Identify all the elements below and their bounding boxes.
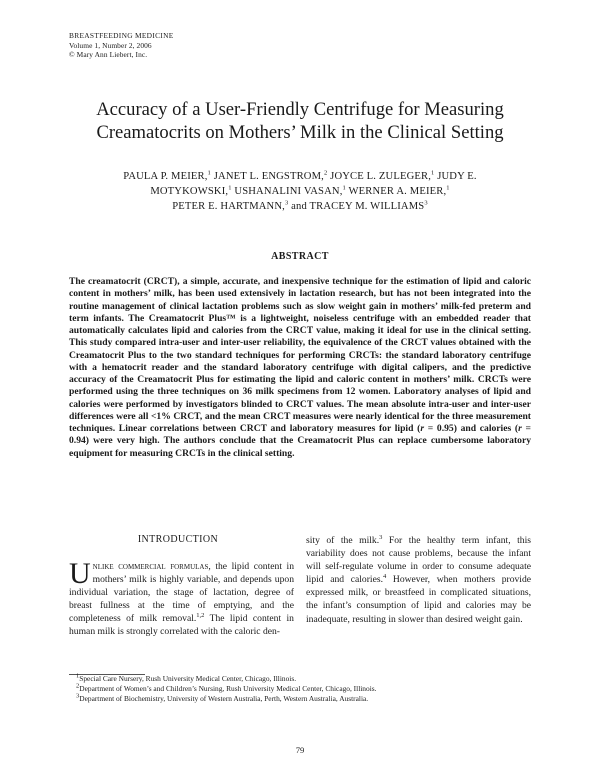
- footnotes: [76, 674, 536, 705]
- title-line-2: Creamatocrits on Mothers’ Milk in the Clinical Setting: [96, 122, 504, 143]
- footnote-marker: 1: [76, 672, 80, 680]
- title-line-1: Accuracy of a User-Friendly Centrifuge for Measuring: [96, 99, 504, 120]
- author: MOTYKOWSKI,: [150, 186, 229, 198]
- affiliation-marker: 2: [323, 169, 328, 177]
- journal-name: BREASTFEEDING MEDICINE: [69, 31, 174, 40]
- abstract-text: [69, 276, 531, 460]
- body-text: sity of the milk.: [306, 535, 380, 546]
- author: JANET L. ENGSTROM,: [210, 171, 324, 182]
- journal-copyright: © Mary Ann Liebert, Inc.: [69, 50, 148, 60]
- author: and TRACEY M. WILLIAMS: [288, 201, 425, 213]
- affiliation-marker: 3: [424, 199, 428, 207]
- footnote: [76, 674, 536, 684]
- footnote-marker: 3: [76, 692, 80, 700]
- body-text: For the healthy term infant, this variability does not cause problems, because the infant will self-regulate volume in order to consume adequate lipid and calories.: [306, 535, 531, 586]
- footnote-text: Department of Biochemistry, University of Western Australia, Perth, Western Australia, Australia.: [79, 694, 369, 704]
- author: WERNER A. MEIER,: [345, 186, 447, 198]
- author: USHANALINI VASAN,: [231, 186, 343, 198]
- author: PAULA P. MEIER,: [123, 171, 208, 182]
- footnote-text: Department of Women’s and Children’s Nursing, Rush University Medical Center, Chicago, Illinois.: [79, 684, 377, 694]
- citation-marker: 3: [379, 533, 383, 541]
- abstract-body: = 0.94) were very high. The authors conclude that the Creamatocrit Plus can replace cumbersome laboratory equipment for measuring CRCTs in the clinical setting.: [69, 423, 531, 459]
- footnote: [76, 694, 536, 704]
- citation-marker: 1,2: [196, 612, 205, 620]
- introduction-column-1: [69, 557, 294, 639]
- r-symbol: r: [420, 423, 425, 434]
- body-text: The lipid content in human milk is strongly correlated with the caloric den-: [69, 613, 294, 638]
- article-title: [40, 98, 560, 144]
- journal-volume: Volume 1, Number 2, 2006: [69, 40, 152, 50]
- author-list: [70, 169, 530, 215]
- affiliation-marker: 1: [431, 169, 435, 177]
- introduction-column-2: [306, 534, 531, 626]
- affiliation-marker: 1: [446, 184, 450, 192]
- affiliation-marker: 3: [284, 199, 289, 207]
- affiliation-marker: 1: [342, 184, 346, 192]
- footnote: [76, 684, 536, 694]
- footnote-text: Special Care Nursery, Rush University Medical Center, Chicago, Illinois.: [79, 674, 297, 683]
- footnote-marker: 2: [76, 682, 80, 690]
- journal-header: [69, 31, 174, 60]
- abstract-heading: ABSTRACT: [271, 251, 329, 262]
- affiliation-marker: 1: [207, 169, 211, 177]
- abstract-body: The creamatocrit (CRCT), a simple, accurate, and inexpensive technique for the estimation of lipid and caloric content in mothers’ milk, has been used extensively in lactation research, but has not been integrated into the routine management of clinical lactation problems such as slow weight gain in mothers’ milk-fed preterm and term infants. The Creamatocrit Plus™ is a lightweight, noiseless centrifuge with an embedded reader that automatically calculates lipid and calories from the CRCT value, making it ideal for use in the clinical setting. This study compared intra-user and inter-user reliability, the equivalence of the CRCT values obtained with the Creamatocrit Plus to the two standard techniques for performing CRCTs: the standard laboratory centrifuge with a hematocrit reader and the standard laboratory centrifuge with digital calipers, and the predictive accuracy of the Creamatocrit Plus for estimating the lipid and caloric content in mothers’ milk. CRCTs were performed using the three techniques on 36 milk specimens from 12 women. Laboratory analyses of lipid and calories were performed by investigators blinded to CRCT values. The mean absolute intra-user and inter-user differences were all <1% CRCT, and the mean CRCT measures were nearly identical for the three measurement techniques. Linear correlations between CRCT and laboratory measures for lipid (: [69, 276, 531, 434]
- page-number: 79: [295, 745, 305, 755]
- lead-in-smallcaps: nlike commercial formulas: [92, 561, 209, 572]
- introduction-heading: INTRODUCTION: [137, 534, 219, 545]
- author: JOYCE L. ZULEGER,: [327, 171, 432, 182]
- drop-cap: U: [69, 557, 91, 590]
- author: PETER E. HARTMANN,: [172, 201, 285, 213]
- citation-marker: 4: [382, 573, 387, 581]
- affiliation-marker: 1: [228, 184, 232, 192]
- author: JUDY E.: [434, 171, 477, 182]
- body-text: , the lipid content in mothers’ milk is highly variable, and depends upon individual variation, the stage of lactation, degree of breast fullness at the time of emptying, and the completeness of milk removal.: [69, 561, 294, 625]
- body-text: However, when mothers provide expressed milk, or breastfeed in complicated situations, the infant’s consumption of lipid and calories may be inadequate, resulting in slower than desired weight gain.: [306, 574, 532, 625]
- r-symbol: r: [518, 423, 522, 434]
- abstract-body: = 0.95) and calories (: [424, 423, 519, 434]
